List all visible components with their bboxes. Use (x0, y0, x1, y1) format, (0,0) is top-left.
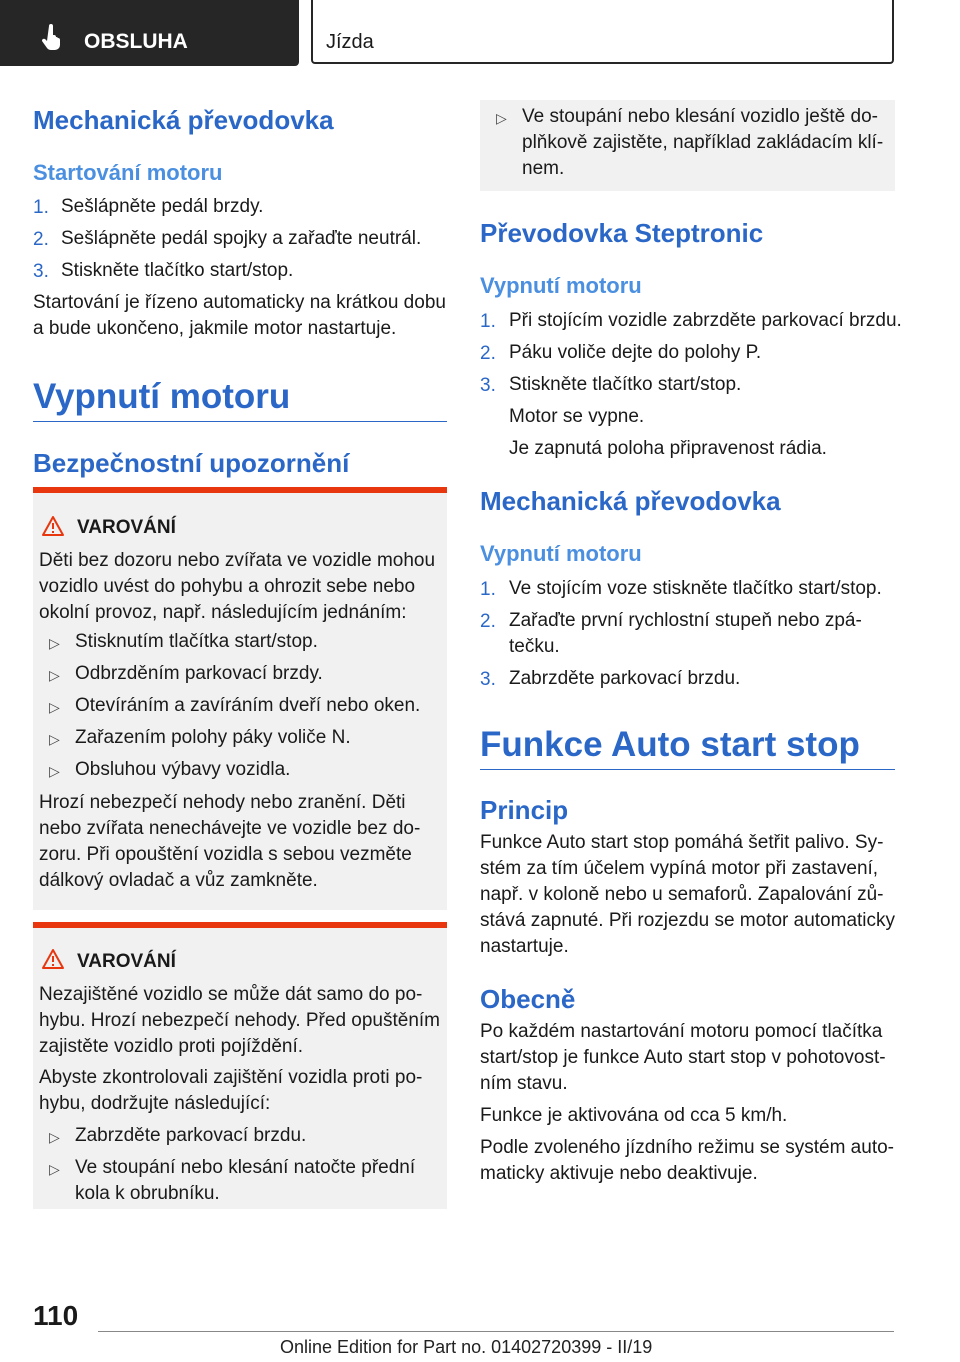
warning-text: zoru. Při opouštění vozidla s sebou vezměte (39, 844, 412, 865)
warning-bullet: Ve stoupání nebo klesání natočte přední (75, 1157, 416, 1178)
principle-text: např. v koloně nebo u semaforů. Zapalování zů‐ (480, 884, 884, 905)
warning-text: zajistěte vozidlo proti pojíždění. (39, 1036, 304, 1057)
warning-text: Hrozí nebezpečí nehody nebo zranění. Děti (39, 792, 406, 813)
warning-bullet: Otevíráním a zavíráním dveří nebo oken. (75, 695, 421, 716)
warning-text: dálkový ovladač a vůz zamkněte. (39, 870, 318, 891)
warning-text: vozidlo uvést do pohybu a ohrozit sebe nebo (39, 576, 416, 597)
warning-bullet: Zařazením polohy páky voliče N. (75, 727, 351, 748)
note-text: Ve stoupání nebo klesání vozidlo ještě do‐ (522, 106, 878, 127)
general-text: Funkce je aktivována od cca 5 km/h. (480, 1105, 788, 1126)
step-number: 2. (33, 229, 49, 250)
bullet-icon: ▷ (49, 1129, 60, 1145)
warning-text: Děti bez dozoru nebo zvířata ve vozidle mohou (39, 550, 436, 571)
steptronic-sub-2: Je zapnutá poloha připravenost rádia. (509, 438, 827, 459)
steptronic-step-1: Při stojícím vozidle zabrzděte parkovací brzdu. (509, 310, 902, 331)
step-number: 1. (33, 197, 49, 218)
step-number: 3. (33, 261, 49, 282)
bullet-icon: ▷ (49, 667, 60, 683)
principle-text: nastartuje. (480, 936, 569, 957)
heading-engine-start: Startování motoru (33, 160, 223, 185)
warning-bullet: kola k obrubníku. (75, 1183, 220, 1204)
heading-principle: Princip (480, 795, 569, 825)
footer-edition: Online Edition for Part no. 01402720399 - II/19 (280, 1337, 653, 1357)
warning-box-1 (33, 487, 447, 910)
general-text: maticky aktivuje nebo deaktivuje. (480, 1163, 758, 1184)
principle-text: stává zapnuté. Při rozjezdu se motor automaticky (480, 910, 896, 931)
step-number: 1. (480, 311, 496, 332)
start-text-line-2: a bude ukončeno, jakmile motor nastartuje. (33, 318, 397, 339)
warning-triangle-icon (41, 948, 65, 970)
warning-bullet: Obsluhou výbavy vozidla. (75, 759, 291, 780)
steptronic-step-3: Stiskněte tlačítko start/stop. (509, 374, 742, 395)
warning-bar (33, 487, 447, 493)
steptronic-step-2: Páku voliče dejte do polohy P. (509, 342, 762, 363)
step-number: 3. (480, 375, 496, 396)
heading-mechanical-gearbox: Mechanická převodovka (480, 486, 781, 516)
heading-steptronic: Převodovka Steptronic (480, 218, 764, 248)
heading-engine-off: Vypnutí motoru (480, 273, 642, 298)
step-number: 2. (480, 611, 496, 632)
warning-box-2 (33, 922, 447, 1209)
principle-text: Funkce Auto start stop pomáhá šetřit palivo. Sy‐ (480, 832, 884, 853)
bullet-icon: ▷ (49, 731, 60, 747)
warning-text: nebo zvířata nenechávejte ve vozidle bez do‐ (39, 818, 421, 839)
general-text: Podle zvoleného jízdního režimu se systém auto‐ (480, 1137, 894, 1158)
heading-mechanical-gearbox: Mechanická převodovka (33, 105, 334, 135)
heading-rule (480, 769, 895, 770)
general-text: ním stavu. (480, 1073, 568, 1094)
warning-title: VAROVÁNÍ (77, 517, 176, 538)
bullet-icon: ▷ (49, 699, 60, 715)
warning-text: Nezajištěné vozidlo se může dát samo do po‐ (39, 984, 423, 1005)
note-text: nem. (522, 158, 565, 179)
start-step-2: Sešlápněte pedál spojky a zařaďte neutrál. (61, 228, 422, 249)
start-step-1: Sešlápněte pedál brzdy. (61, 196, 264, 217)
start-step-3: Stiskněte tlačítko start/stop. (61, 260, 294, 281)
section-label: OBSLUHA (84, 30, 188, 53)
bullet-icon: ▷ (49, 635, 60, 651)
warning-bullet: Odbrzděním parkovací brzdy. (75, 663, 323, 684)
warning-bullet: Stisknutím tlačítka start/stop. (75, 631, 318, 652)
bullet-icon: ▷ (496, 110, 507, 126)
mech-step-2-cont: tečku. (509, 636, 560, 657)
heading-auto-start-stop: Funkce Auto start stop (480, 725, 860, 764)
warning-text: hybu. Hrozí nebezpečí nehody. Před opuštěním (39, 1010, 441, 1031)
warning-text: Abyste zkontrolovali zajištění vozidla proti po‐ (39, 1067, 423, 1088)
heading-engine-off: Vypnutí motoru (33, 377, 291, 416)
step-number: 3. (480, 669, 496, 690)
heading-general: Obecně (480, 984, 576, 1014)
chapter-label: Jízda (326, 31, 374, 53)
general-text: Po každém nastartování motoru pomocí tlačítka (480, 1021, 883, 1042)
note-text: plňkově zajistěte, například zakládacím klí‐ (522, 132, 884, 153)
heading-rule (33, 421, 447, 422)
mech-step-2: Zařaďte první rychlostní stupeň nebo zpá‐ (509, 610, 862, 631)
steptronic-sub-1: Motor se vypne. (509, 406, 645, 427)
step-number: 2. (480, 343, 496, 364)
mech-step-1: Ve stojícím voze stiskněte tlačítko start/stop. (509, 578, 882, 599)
general-text: start/stop je funkce Auto start stop v pohotovost‐ (480, 1047, 886, 1068)
step-number: 1. (480, 579, 496, 600)
warning-bar (33, 922, 447, 928)
footer-rule (98, 1331, 894, 1332)
warning-bullet: Zabrzděte parkovací brzdu. (75, 1125, 307, 1146)
warning-text: hybu, dodržujte následující: (39, 1093, 271, 1114)
heading-safety-notes: Bezpečnostní upozornění (33, 448, 350, 478)
warning-title: VAROVÁNÍ (77, 951, 176, 972)
chapter-tab[interactable] (311, 0, 894, 64)
note-box (480, 100, 895, 191)
warning-text: okolní provoz, např. následujícím jednáním: (39, 602, 407, 623)
page-number: 110 (33, 1300, 79, 1331)
bullet-icon: ▷ (49, 1161, 60, 1177)
hand-pointer-icon (40, 24, 64, 50)
mech-step-3: Zabrzděte parkovací brzdu. (509, 668, 741, 689)
principle-text: stém za tím účelem vypíná motor při zastavení, (480, 858, 879, 879)
heading-engine-off: Vypnutí motoru (480, 541, 642, 566)
start-text-line-1: Startování je řízeno automaticky na krátkou dobu (33, 292, 446, 313)
section-tab[interactable] (0, 0, 299, 66)
bullet-icon: ▷ (49, 763, 60, 779)
warning-triangle-icon (41, 515, 65, 537)
